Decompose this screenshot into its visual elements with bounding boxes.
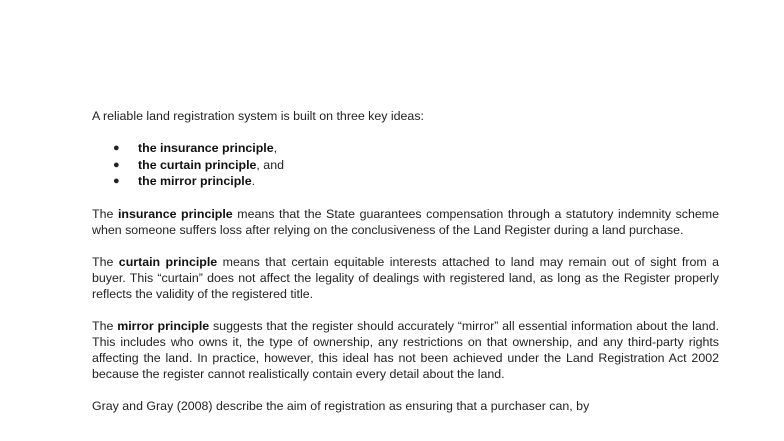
term-bold: insurance principle bbox=[117, 206, 233, 221]
gray-paragraph bbox=[92, 398, 719, 414]
paragraph-prefix: The bbox=[92, 254, 119, 269]
principle-name: the mirror principle bbox=[138, 174, 252, 188]
list-item-suffix: . bbox=[251, 174, 256, 188]
term-bold: mirror principle bbox=[117, 318, 210, 333]
list-item-suffix: , bbox=[273, 141, 278, 155]
mirror-paragraph bbox=[92, 318, 719, 382]
list-item bbox=[92, 157, 719, 174]
term-bold: curtain principle bbox=[118, 254, 218, 269]
bullet-icon: ● bbox=[113, 175, 120, 187]
bullet-icon: ● bbox=[113, 158, 120, 171]
paragraph-prefix: The bbox=[92, 318, 118, 333]
list-item-suffix: , and bbox=[256, 157, 284, 172]
document-page bbox=[92, 108, 719, 430]
paragraph-text: means that the State guarantees compensation through a statutory indemnity scheme when someone suffers loss after relying on the conclusiveness of the Land Register during a land purchase. bbox=[92, 206, 719, 237]
principle-name: the curtain principle bbox=[138, 157, 257, 172]
principles-list bbox=[92, 140, 719, 190]
insurance-paragraph bbox=[92, 206, 719, 238]
list-item bbox=[92, 140, 719, 157]
paragraph-text: means that certain equitable interests attached to land may remain out of sight from a buyer. This “curtain” does not affect the legality of dealings with registered land, as long as the Register properly reflects the validity of the registered title. bbox=[92, 254, 720, 301]
curtain-paragraph bbox=[92, 254, 719, 302]
list-item bbox=[92, 173, 719, 190]
paragraph-prefix: The bbox=[92, 206, 118, 221]
paragraph-text: suggests that the register should accurately “mirror” all essential information about the land. This includes who owns it, the type of ownership, any restrictions on that ownership, and any third-party rights affecting the land. In practice, however, this ideal has not been achieved under the Land Registration Act 2002 because the register cannot realistically contain every detail about the land. bbox=[92, 318, 720, 381]
paragraph-text: Gray and Gray (2008) describe the aim of registration as ensuring that a purchaser can, by bbox=[92, 398, 590, 413]
intro-text: A reliable land registration system is built on three key ideas: bbox=[92, 109, 424, 123]
principle-name: the insurance principle bbox=[138, 141, 274, 155]
bullet-icon: ● bbox=[113, 142, 120, 154]
